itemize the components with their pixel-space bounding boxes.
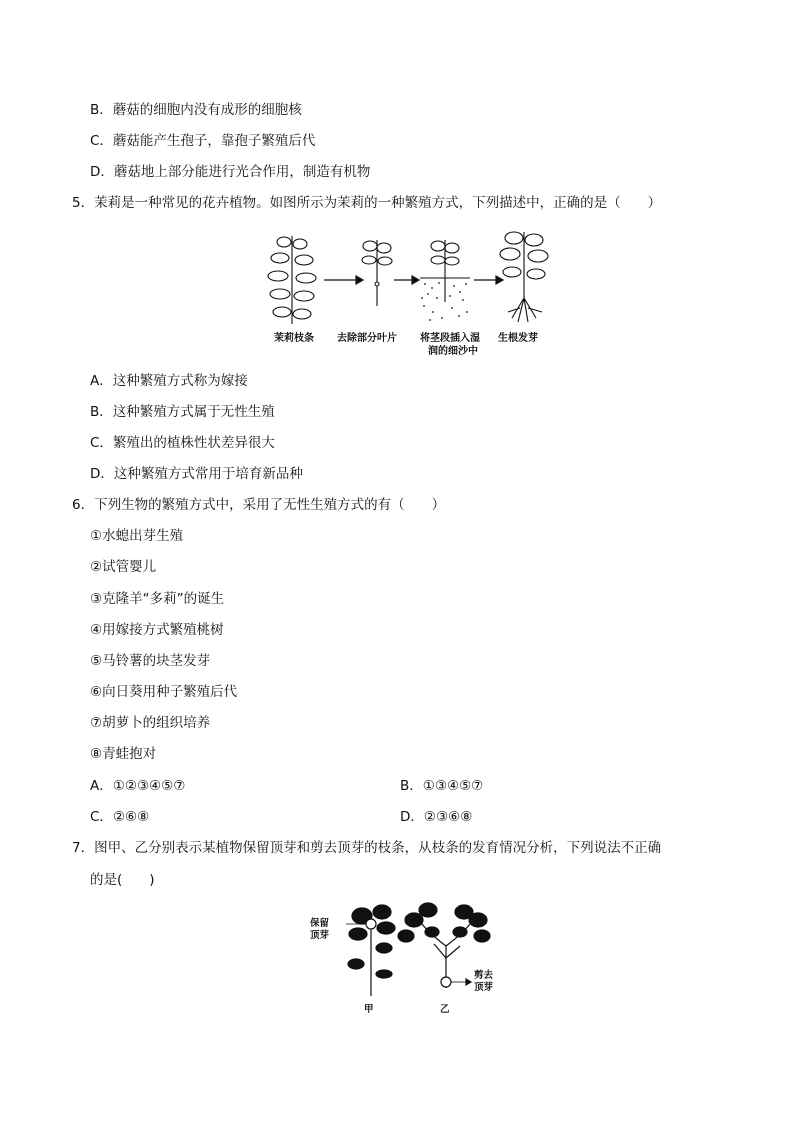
arrow-icon — [474, 276, 503, 284]
q7-stem-line2: 的是( ) — [90, 872, 155, 888]
q5-option-a: A．这种繁殖方式称为嫁接 — [90, 373, 248, 389]
label-yi: 乙 — [440, 1004, 450, 1015]
figure-label-rooting: 生根发芽 — [498, 333, 538, 344]
q5-option-b: B．这种繁殖方式属于无性生殖 — [90, 404, 275, 420]
q6-item: ⑥向日葵用种子繁殖后代 — [90, 684, 238, 700]
q6-item: ①水螅出芽生殖 — [90, 528, 184, 544]
label-cut-bud-2: 顶芽 — [474, 982, 494, 993]
figure-label-insert-2: 润的细沙中 — [428, 346, 478, 357]
q6-item: ⑧青蛙抱对 — [90, 746, 157, 762]
q6-stem: 6．下列生物的繁殖方式中，采用了无性生殖方式的有（ ） — [72, 497, 446, 513]
label-jia: 甲 — [364, 1004, 374, 1015]
q6-option-c: C．②⑥⑧ — [90, 809, 150, 825]
q7-stem-line1: 7．图甲、乙分别表示某植物保留顶芽和剪去顶芽的枝条，从枝条的发育情况分析，下列说法不正确 — [72, 840, 662, 856]
q5-option-c: C．繁殖出的植株性状差异很大 — [90, 435, 275, 451]
q6-item: ⑤马铃薯的块茎发芽 — [90, 653, 211, 669]
q4-option-c: C．蘑菇能产生孢子，靠孢子繁殖后代 — [90, 133, 316, 149]
q6-option-b: B．①③④⑤⑦ — [400, 778, 484, 794]
arrow-icon — [394, 276, 419, 284]
q6-item: ⑦胡萝卜的组织培养 — [90, 715, 211, 731]
figure-label-branch: 茉莉枝条 — [274, 333, 314, 344]
q7-figure — [306, 898, 506, 1020]
plant-jia-drawing — [346, 905, 395, 996]
q5-figure — [262, 226, 552, 356]
q6-option-d: D．②③⑥⑧ — [400, 809, 473, 825]
cutting-in-sand-drawing — [420, 240, 470, 324]
q4-option-d: D．蘑菇地上部分能进行光合作用，制造有机物 — [90, 164, 371, 180]
q6-item: ③克隆羊“多莉”的诞生 — [90, 591, 225, 607]
jasmine-branch-drawing — [268, 236, 316, 324]
q6-item: ④用嫁接方式繁殖桃树 — [90, 622, 224, 638]
q5-stem: 5．茉莉是一种常见的花卉植物。如图所示为茉莉的一种繁殖方式，下列描述中，正确的是（ ） — [72, 195, 662, 211]
label-cut-bud-1: 剪去 — [474, 970, 494, 981]
figure-label-insert-1: 将茎段插入湿 — [420, 333, 480, 344]
q6-item: ②试管婴儿 — [90, 559, 157, 575]
figure-label-trim: 去除部分叶片 — [337, 333, 397, 344]
rooted-plant-drawing — [500, 232, 548, 322]
trimmed-cutting-drawing — [362, 240, 392, 306]
q6-option-a: A．①②③④⑤⑦ — [90, 778, 186, 794]
label-keep-bud-2: 顶芽 — [310, 930, 330, 941]
q4-option-b: B．蘑菇的细胞内没有成形的细胞核 — [90, 102, 302, 118]
apical-bud-diagram — [306, 898, 506, 1020]
arrow-icon — [324, 276, 363, 284]
q5-option-d: D．这种繁殖方式常用于培育新品种 — [90, 466, 303, 482]
label-keep-bud-1: 保留 — [310, 918, 330, 929]
